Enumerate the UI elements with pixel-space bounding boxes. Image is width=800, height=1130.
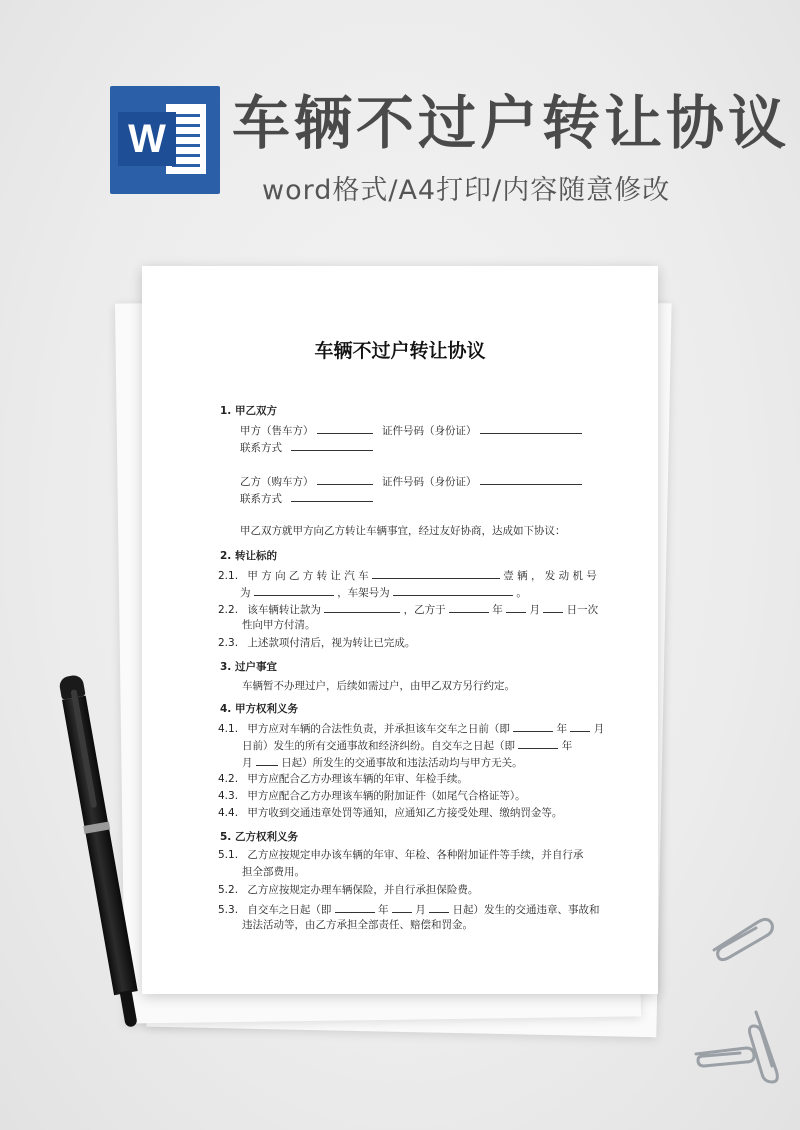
section-4-heading: 4. 甲方权利义务 [220, 703, 298, 715]
engine-number-blank[interactable] [254, 584, 334, 596]
clause-2-1-text-e: 。 [516, 587, 527, 599]
buyer-year-blank[interactable] [335, 901, 375, 913]
clause-2-2-text-a: 该车辆转让款为 [247, 604, 321, 616]
clause-5-3-line-1 [218, 901, 599, 917]
party-a-id-label: 证件号码（身份证） [382, 425, 477, 437]
delivery-year-blank[interactable] [513, 720, 553, 732]
clause-2-2-month: 月 [529, 604, 540, 616]
clause-2-2-line-1 [218, 601, 598, 617]
clause-2-2-number: 2.2. [218, 604, 239, 616]
buyer-month-blank[interactable] [392, 901, 412, 913]
clause-5-3-number: 5.3. [218, 904, 239, 916]
party-b-id-label: 证件号码（身份证） [382, 476, 477, 488]
clause-2-2-year: 年 [492, 604, 503, 616]
clause-5-2 [218, 883, 478, 897]
price-blank[interactable] [324, 601, 400, 613]
delivery-month-blank[interactable] [570, 720, 590, 732]
clause-4-1-text-c: 月 [242, 757, 253, 769]
clause-5-3-year: 年 [378, 904, 389, 916]
buyer-day-blank[interactable] [429, 901, 449, 913]
document-page [142, 266, 658, 994]
party-b-row [240, 473, 373, 489]
clause-4-3-text: 甲方应配合乙方办理该车辆的附加证件（如尾气合格证等）。 [247, 790, 526, 802]
clause-5-1-number: 5.1. [218, 849, 239, 861]
party-b-contact-row [240, 490, 373, 506]
clause-4-4-text: 甲方收到交通违章处罚等通知，应通知乙方接受处理、缴纳罚金等。 [247, 807, 563, 819]
pay-year-blank[interactable] [449, 601, 489, 613]
delivery-day-2-blank[interactable] [256, 754, 278, 766]
clause-4-4 [218, 806, 562, 820]
party-b-blank[interactable] [317, 473, 373, 485]
clause-4-4-number: 4.4. [218, 807, 239, 819]
clause-5-1-text-a: 乙方应按规定申办该车辆的年审、年检、各种附加证件等手续，并自行承 [247, 849, 584, 861]
party-b-id-blank[interactable] [480, 473, 582, 485]
section-2-heading: 2. 转让标的 [220, 550, 277, 562]
party-b-label: 乙方（购车方） [240, 476, 314, 488]
clause-2-3-number: 2.3. [218, 637, 239, 649]
party-b-contact-label: 联系方式 [240, 493, 282, 505]
paperclip-icon [706, 912, 776, 962]
clause-3-text: 车辆暂不办理过户，后续如需过户，由甲乙双方另行约定。 [242, 680, 515, 692]
clause-4-2-number: 4.2. [218, 773, 239, 785]
page-title: 车辆不过户转让协议 [232, 89, 791, 157]
clause-2-3 [218, 636, 415, 650]
clause-2-1-line-2 [240, 584, 527, 600]
clause-2-1-text-a: 甲 方 向 乙 方 转 让 汽 车 [247, 570, 369, 582]
party-b-id-row [382, 473, 582, 489]
delivery-year-2-blank[interactable] [518, 737, 558, 749]
clause-2-1-text-b: 壹 辆 ， 发 动 机 号 [503, 570, 597, 582]
clause-4-1-line-3 [242, 754, 523, 770]
page-subtitle: word格式/A4打印/内容随意修改 [262, 175, 671, 206]
clause-4-3-number: 4.3. [218, 790, 239, 802]
clause-4-1-text-a: 甲方应对车辆的合法性负责，并承担该车交车之日前（即 [247, 723, 510, 735]
clause-5-1-line-1 [218, 848, 583, 862]
clause-5-1-line-2: 担全部费用。 [242, 866, 305, 878]
vin-blank[interactable] [393, 584, 513, 596]
word-app-icon [110, 86, 220, 194]
party-a-contact-blank[interactable] [291, 439, 373, 451]
clause-2-2-text-c: 日一次 [566, 604, 599, 616]
party-a-row [240, 422, 373, 438]
clause-5-2-number: 5.2. [218, 884, 239, 896]
party-a-id-row [382, 422, 582, 438]
party-a-label: 甲方（售车方） [240, 425, 314, 437]
party-a-contact-label: 联系方式 [240, 442, 282, 454]
clause-5-2-text: 乙方应按规定办理车辆保险，并自行承担保险费。 [247, 884, 479, 896]
clause-2-2-text-b: ，乙方于 [403, 604, 446, 616]
clause-5-3-line-2: 违法活动等，由乙方承担全部责任、赔偿和罚金。 [242, 919, 473, 931]
clause-4-1-year-2: 年 [561, 740, 573, 752]
clause-4-1-line-2 [242, 737, 572, 753]
clause-4-1-text-d: 日起）所发生的交通事故和违法活动均与甲方无关。 [281, 757, 523, 769]
clause-4-1-text-b: 日前）发生的所有交通事故和经济纠纷。自交车之日起（即 [242, 740, 515, 752]
clause-4-1-line-1 [218, 720, 604, 736]
party-b-contact-blank[interactable] [291, 490, 373, 502]
party-a-contact-row [240, 439, 373, 455]
paperclip-icon-3 [692, 1040, 756, 1070]
section-3-heading: 3. 过户事宜 [220, 661, 277, 673]
clause-2-1-text-c: 为 [240, 587, 251, 599]
section-1-heading: 1. 甲乙双方 [220, 405, 277, 417]
clause-2-3-text: 上述款项付清后，视为转让已完成。 [247, 637, 416, 649]
clause-2-2-line-2: 性向甲方付清。 [242, 619, 316, 631]
clause-4-2-text: 甲方应配合乙方办理该车辆的年审、年检手续。 [247, 773, 468, 785]
section-5-heading: 5. 乙方权利义务 [220, 831, 298, 843]
clause-5-3-text-b: 日起）发生的交通违章、事故和 [452, 904, 600, 916]
pay-day-blank[interactable] [543, 601, 563, 613]
clause-5-3-month: 月 [415, 904, 426, 916]
pay-month-blank[interactable] [506, 601, 526, 613]
clause-2-1-number: 2.1. [218, 570, 239, 582]
clause-4-3 [218, 789, 526, 803]
agreement-intro: 甲乙双方就甲方向乙方转让车辆事宜，经过友好协商，达成如下协议： [240, 525, 566, 537]
party-a-id-blank[interactable] [480, 422, 582, 434]
word-letter-tile: W [118, 112, 176, 166]
clause-2-1-text-d: ，车架号为 [337, 587, 390, 599]
clause-4-1-number: 4.1. [218, 723, 239, 735]
clause-4-1-month: 月 [593, 723, 605, 735]
document-title: 车辆不过户转让协议 [314, 340, 486, 362]
clause-2-1-line-1 [218, 567, 597, 583]
document-body [142, 266, 658, 994]
clause-5-3-text-a: 自交车之日起（即 [247, 904, 332, 916]
clause-4-2 [218, 772, 468, 786]
party-a-blank[interactable] [317, 422, 373, 434]
clause-4-1-year: 年 [556, 723, 568, 735]
car-model-blank[interactable] [372, 567, 500, 579]
